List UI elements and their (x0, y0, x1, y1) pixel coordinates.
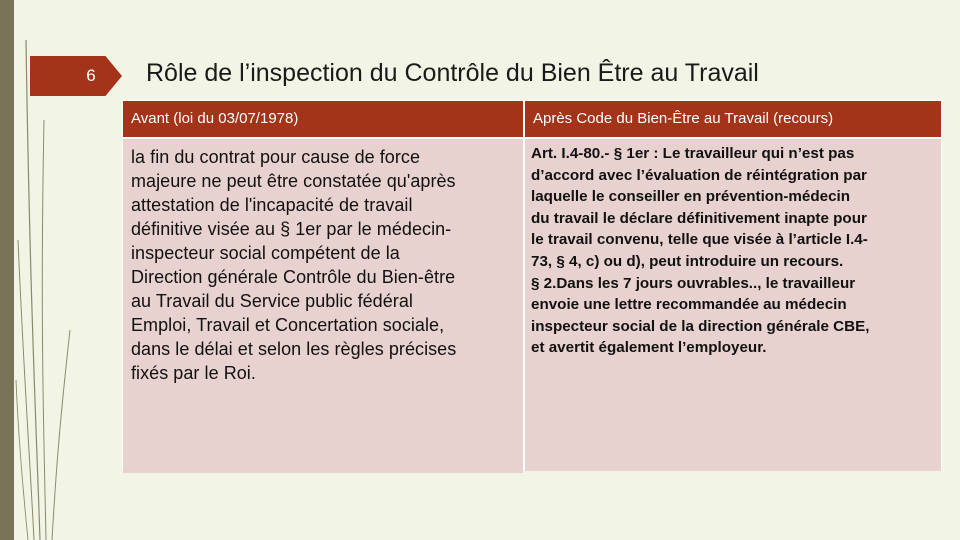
cell-line: et avertit également l’employeur. (531, 339, 767, 357)
cell-line: 73, § 4, c) ou d), peut introduire un recours. (531, 252, 844, 270)
cell-line: du travail le déclare définitivement inapte pour (531, 209, 867, 227)
cell-line: Art. I.4-80.- § 1er : Le travailleur qui n’est pas (531, 145, 855, 162)
cell-line: fixés par le Roi. (131, 363, 256, 383)
header-after: Après Code du Bien-Être au Travail (recours) (525, 101, 941, 139)
cell-line: § 2.Dans les 7 jours ouvrables.., le travailleur (531, 274, 856, 292)
slide-number-tab (30, 56, 122, 96)
cell-line: Direction générale Contrôle du Bien-être (131, 267, 456, 287)
column-after (525, 101, 941, 471)
header-before: Avant (loi du 03/07/1978) (123, 101, 523, 139)
cell-before (123, 139, 523, 473)
slide-number: 6 (86, 66, 96, 85)
cell-line: dans le délai et selon les règles précises (131, 339, 457, 359)
cell-line: le travail convenu, telle que visée à l’article I.4- (531, 231, 868, 249)
cell-line: attestation de l'incapacité de travail (131, 195, 413, 215)
cell-line: majeure ne peut être constatée qu'après (131, 171, 456, 191)
cell-line: définitive visée au § 1er par le médecin- (131, 219, 452, 239)
cell-line: la fin du contrat pour cause de force (131, 147, 421, 167)
comparison-table (122, 100, 942, 470)
cell-line: laquelle le conseiller en prévention-médecin (531, 188, 851, 206)
cell-line: inspecteur social compétent de la (131, 243, 400, 263)
cell-line: d’accord avec l’évaluation de réintégration par (531, 166, 867, 184)
cell-after (525, 139, 941, 471)
cell-line: Emploi, Travail et Concertation sociale, (131, 315, 445, 335)
column-before (123, 101, 523, 473)
cell-line: envoie une lettre recommandée au médecin (531, 296, 847, 314)
slide-title: Rôle de l’inspection du Contrôle du Bien Être au Travail (146, 59, 759, 87)
cell-line: inspecteur social de la direction générale CBE, (531, 317, 870, 335)
cell-line: au Travail du Service public fédéral (131, 291, 413, 311)
